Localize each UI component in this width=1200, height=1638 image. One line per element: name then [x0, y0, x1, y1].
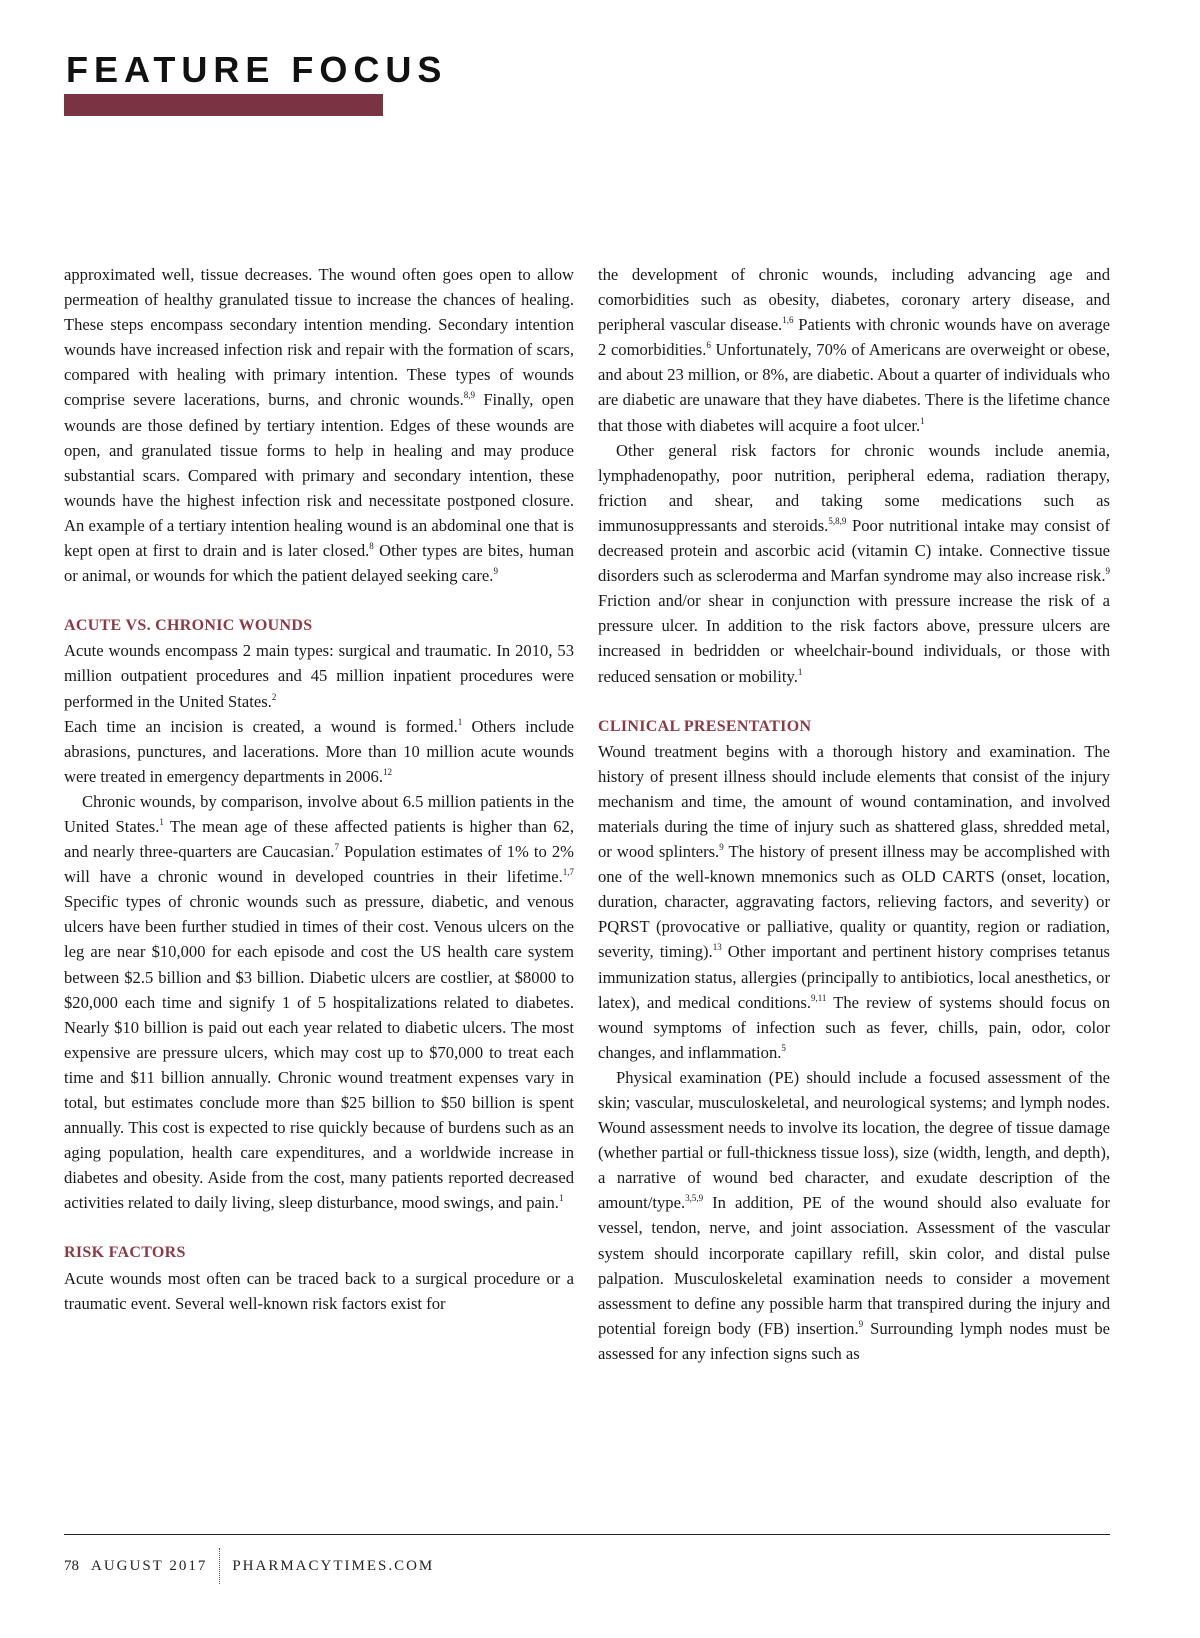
paragraph: Other general risk factors for chronic wounds include anemia, lymphadenopathy, poor nutrition, peripheral edema, radiation therapy, friction and shear, and taking some medications such as immunosuppressants and steroids.$^{5,8,9}$ Poor nutritional intake may consist of decreased protein and ascorbic acid (vitamin C) intake. Connective tissue disorders such as scleroderma and Marfan syndrome may also increase risk.$^9$ Friction and/or shear in conjunction with pressure increase the risk of a pressure ulcer. In addition to the risk factors above, pressure ulcers are increased in bedridden or wheelchair-bound individuals, or those with reduced sensation or mobility.$^1$ — [598, 440, 1110, 686]
heading-clinical-presentation: CLINICAL PRESENTATION — [598, 717, 812, 735]
right-column — [598, 262, 1110, 1366]
paragraph: Wound treatment begins with a thorough history and examination. The history of present illness should include elements that consist of the injury mechanism and time, the amount of wound contamination, and involved materials during the time of injury such as shattered glass, shredded metal, or wood splinters.$^9$ The history of present illness may be accomplished with one of the well-known mnemonics such as OLD CARTS (onset, location, duration, character, aggravating factors, relieving factors, and severity) or PQRST (provocative or palliative, quality or quantity, region or radiation, severity, timing).$^{13}$ Other important and pertinent history comprises tetanus immunization status, allergies (principally to antibiotics, local anesthetics, or latex), and medical conditions.$^{9,11}$ The review of systems should focus on wound symptoms of infection such as fever, chills, pain, odor, color changes, and inflammation.$^5$ — [598, 741, 1111, 1062]
paragraph: Physical examination (PE) should include a focused assessment of the skin; vascular, musculoskeletal, and neurological systems; and lymph nodes. Wound assessment needs to involve its location, the degree of tissue damage (whether partial or full-thickness tissue loss), size (width, length, and depth), a narrative of wound bed character, and exudate description of the amount/type.$^{3,5,9}$ In addition, PE of the wound should also evaluate for vessel, tendon, nerve, and joint association. Assessment of the vascular system should incorporate capillary refill, skin color, and distal pulse palpation. Musculoskeletal examination needs to consider a movement assessment to define any possible harm that transpired during the injury and potential foreign body (FB) insertion.$^9$ Surrounding lymph nodes must be assessed for any infection signs such as — [598, 1067, 1110, 1363]
paragraph: Acute wounds most often can be traced back to a surgical procedure or a traumatic event. Several well-known risk factors exist for — [64, 1268, 574, 1313]
issue-date: AUGUST 2017 — [91, 1557, 208, 1574]
left-column — [64, 262, 574, 1316]
section-title: FEATURE FOCUS — [66, 49, 448, 90]
paragraph: Each time an incision is created, a wound is formed.$^1$ Others include abrasions, punctures, and lacerations. More than 10 million acute wounds were treated in emergency departments in 2006.12 — [64, 716, 574, 786]
page-footer — [64, 1546, 434, 1586]
website: PHARMACYTIMES.COM — [232, 1557, 435, 1574]
section-title-bar — [64, 94, 383, 116]
heading-risk-factors: RISK FACTORS — [64, 1244, 186, 1262]
paragraph: approximated well, tissue decreases. The wound often goes open to allow permeation of healthy granulated tissue to increase the chances of healing. These steps encompass secondary intention mending. Secondary intention wounds have increased infection risk and repair with the formation of scars, compared with healing with primary intention. These types of wounds comprise severe lacerations, burns, and chronic wounds.$^{8,9}$ Finally, open wounds are those defined by tertiary intention. Edges of these wounds are open, and granulated tissue forms to help in healing and may produce substantial scars. Compared with primary and secondary intention, these wounds have the highest infection risk and necessitate postponed closure. An example of a tertiary intention healing wound is an abdominal one that is kept open at first to drain and is later closed.$^8$ Other types are bites, human or animal, or wounds for which the patient delayed seeking care.$^9$ — [64, 265, 574, 586]
page-number: 78 — [64, 1557, 79, 1574]
paragraph: Acute wounds encompass 2 main types: surgical and traumatic. In 2010, 53 million outpatient procedures and 45 million inpatient procedures were performed in the United States.$^2$ — [64, 641, 574, 711]
paragraph: Chronic wounds, by comparison, involve about 6.5 million patients in the United States.$^1$ The mean age of these affected patients is higher than 62, and nearly three-quarters are Caucasian.$^7$ Population estimates of 1% to 2% will have a chronic wound in developed countries in their lifetime.$^{1,7}$ Specific types of chronic wounds such as pressure, diabetic, and venous ulcers have been further studied in times of their cost. Venous ulcers on the leg are near $10,000 for each episode and cost the US health care system between $2.5 billion and $3 billion. Diabetic ulcers are costlier, at $8000 to $20,000 each time and signify 1 of 5 hospitalizations related to diabetes. Nearly $10 billion is paid out each year related to diabetic ulcers. The most expensive are pressure ulcers, which may cost up to $70,000 to treat each time and $11 billion annually. Chronic wound treatment expenses vary in total, but estimates conclude more than $25 billion to $50 billion is spent annually. This cost is expected to rise quickly because of burdens such as an aging population, health care expenditures, and a worldwide increase in diabetes and obesity. Aside from the cost, many patients reported decreased activities related to daily living, sleep disturbance, mood swings, and pain.$^1$ — [64, 791, 574, 1213]
footer-separator — [219, 1548, 220, 1584]
heading-acute-vs-chronic: ACUTE VS. CHRONIC WOUNDS — [64, 617, 313, 635]
paragraph: the development of chronic wounds, including advancing age and comorbidities such as obesity, diabetes, coronary artery disease, and peripheral vascular disease.$^{1,6}$ Patients with chronic wounds have on average 2 comorbidities.$^6$ Unfortunately, 70% of Americans are overweight or obese, and about 23 million, or 8%, are diabetic. About a quarter of individuals who are diabetic are unaware that they have diabetes. There is the lifetime chance that those with diabetes will acquire a foot ulcer.$^1$ — [598, 265, 1111, 435]
footer-divider — [64, 1534, 1110, 1535]
